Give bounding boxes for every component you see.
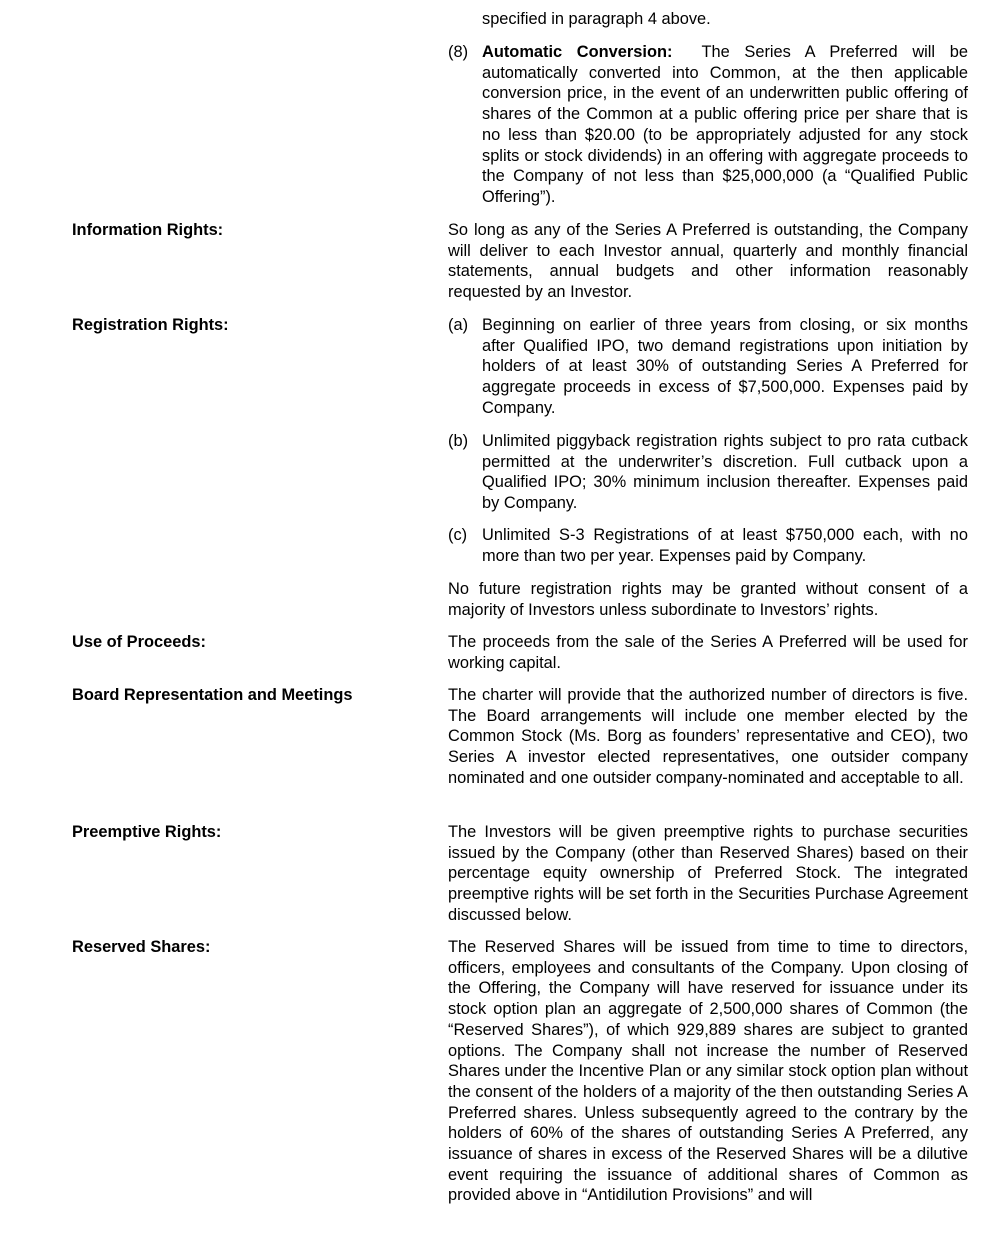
registration-item-c: [448, 525, 968, 566]
previous-paragraph-continuation: specified in paragraph 4 above.: [482, 10, 711, 28]
registration-item-text: Unlimited S-3 Registrations of at least $750,000 each, with no more than two per year. Expenses paid by Company.: [482, 526, 968, 565]
registration-item-b: [448, 431, 968, 514]
board-representation-label: Board Representation and Meetings: [72, 686, 353, 704]
preemptive-rights-label: Preemptive Rights:: [72, 823, 222, 841]
use-of-proceeds-text: The proceeds from the sale of the Series A Preferred will be used for working capital.: [448, 633, 968, 672]
automatic-conversion-heading: Automatic Conversion:: [482, 43, 673, 61]
registration-item-text: Unlimited piggyback registration rights subject to pro rata cutback permitted at the underwriter’s discretion. Full cutback upon a Qualified IPO; 30% minimum inclusion thereafter. Expenses paid by Company.: [482, 432, 968, 513]
registration-rights-closing: No future registration rights may be granted without consent of a majority of Investors unless subordinate to Investors’ rights.: [448, 580, 968, 619]
reserved-shares-label: Reserved Shares:: [72, 938, 211, 956]
item-number: (b): [448, 432, 469, 450]
clause-number: (8): [448, 43, 469, 61]
item-number: (c): [448, 526, 468, 544]
automatic-conversion-text: [482, 42, 968, 208]
reserved-shares-text: The Reserved Shares will be issued from time to time to directors, officers, employees and consultants of the Company. Upon closing of the Offering, the Company will have reserved for issuance under its stock option plan an aggregate of 2,500,000 shares of Common (the “Reserved Shares”), of which 929,889 shares are subject to granted options. The Company shall not increase the number of Reserved Shares under the Incentive Plan or any similar stock option plan without the consent of the holders of a majority of the then outstanding Series A Preferred shares. Unless subsequently agreed to the contrary by the holders of 60% of the shares of outstanding Series A Preferred, any issuance of shares in excess of the Reserved Shares will be a dilutive event requiring the issuance of additional shares of Common as provided above in “Antidilution Provisions” and will: [448, 938, 968, 1205]
registration-rights-label: Registration Rights:: [72, 316, 229, 334]
registration-item-text: Beginning on earlier of three years from closing, or six months after Qualified IPO, two demand registrations upon initiation by holders of at least 30% of outstanding Series A Preferred for aggregate proceeds in excess of $7,500,000. Expenses paid by Company.: [482, 316, 968, 417]
preemptive-rights-text: The Investors will be given preemptive rights to purchase securities issued by the Company (other than Reserved Shares) based on their percentage equity ownership of Preferred Stock. The integrated preemptive rights will be set forth in the Securities Purchase Agreement discussed below.: [448, 823, 968, 924]
board-representation-text: The charter will provide that the authorized number of directors is five. The Board arrangements will include one member elected by the Common Stock (Ms. Borg as founders’ representative and CEO), two Series A investor elected representatives, one outsider company nominated and one outsider company-nominated and acceptable to all.: [448, 686, 968, 787]
item-number: (a): [448, 316, 469, 334]
information-rights-label: Information Rights:: [72, 221, 224, 239]
automatic-conversion-body: The Series A Preferred will be automatically converted into Common, at the then applicable conversion price, in the event of an underwritten public offering of shares of the Common at a public offering price per share that is no less than $20.00 (to be appropriately adjusted for any stock splits or stock dividends) in an offering with aggregate proceeds to the Company of not less than $25,000,000 (a “Qualified Public Offering”).: [482, 43, 968, 206]
information-rights-text: So long as any of the Series A Preferred is outstanding, the Company will deliver to each Investor annual, quarterly and monthly financial statements, annual budgets and other information reasonably requested by an Investor.: [448, 221, 968, 302]
registration-item-a: [448, 315, 968, 419]
automatic-conversion-clause: [448, 42, 968, 208]
use-of-proceeds-label: Use of Proceeds:: [72, 633, 206, 651]
